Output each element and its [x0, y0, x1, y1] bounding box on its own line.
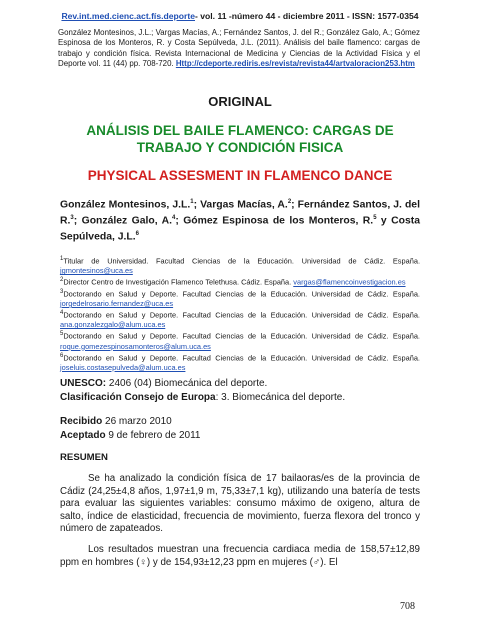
affiliation-item — [60, 276, 420, 287]
author-separator: ; — [193, 199, 201, 211]
affiliation-email-link[interactable]: jgmontesinos@uca.es — [60, 266, 133, 276]
author-superscript: 6 — [135, 230, 139, 237]
author-name: Vargas Macías, A. — [200, 199, 288, 211]
recibido-value: 26 marzo 2010 — [102, 416, 172, 427]
author-name: Costa Sepúlveda, J.L. — [60, 215, 420, 243]
aceptado-line — [60, 429, 420, 443]
author-name: González Galo, A. — [81, 215, 172, 227]
clasificacion-label: Clasificación Consejo de Europa — [60, 391, 216, 403]
affiliation-text: Doctorando en Salud y Deporte. Facultad Ciencias de la Educación. Universidad de Cádiz. España. — [63, 331, 420, 341]
author-name: González Montesinos, J.L. — [60, 199, 191, 211]
affiliation-number: 5 — [60, 331, 64, 338]
author-superscript: 2 — [287, 199, 292, 205]
citation-block — [58, 28, 420, 70]
affiliation-text: Director Centro de Investigación Flamenco Telethusa. Cádiz. España. — [63, 277, 294, 287]
affiliation-text: Doctorando en Salud y Deporte. Facultad Ciencias de la Educación. Universidad de Cádiz. España. — [63, 310, 420, 320]
journal-issue-info: - vol. 11 -número 44 - diciembre 2011 - ISSN: 1577-0354 — [195, 11, 419, 21]
classification-block — [60, 377, 420, 404]
affiliation-email-link[interactable]: roque.gomezespinosamonteros@alum.uca.es — [60, 341, 211, 351]
citation-text: González Montesinos, J.L.; Vargas Macías, A.; Fernández Santos, J. del R.; González Galo, A.; Gómez Espinosa de los Monteros, R. y Costa Sepúlveda, J.L. (2011). Análisis del baile flamenco: cargas de trabajo y condición física. Revista Internacional de Medicina y Ciencias de la Actividad Física y el Deporte vol. 11 (44) pp. 708-720. — [58, 28, 420, 69]
citation-url-link[interactable]: Http://cdeporte.rediris.es/revista/revista44/artvaloracion253.htm — [175, 59, 415, 69]
affiliation-number: 3 — [60, 288, 64, 295]
abstract-paragraph-1: Se ha analizado la condición física de 17 bailaoras/es de la provincia de Cádiz (24,25±4,8 años, 1,97±1,9 m, 75,33±7,1 kg), utilizando una batería de tests para evaluar las siguientes variables: consumo máximo de oxigeno, altura de salto, índice de elasticidad, frecuencia de movimiento, fuerza flexora del tronco y número de zapateados. — [60, 473, 420, 535]
affiliation-list — [60, 255, 420, 373]
author-name: Gómez Espinosa de los Monteros, R. — [183, 215, 374, 227]
affiliation-email-link[interactable]: jorgedelrosario.fernandez@uca.es — [60, 299, 174, 309]
title-english: PHYSICAL ASSESMENT IN FLAMENCO DANCE — [87, 168, 393, 183]
affiliation-item — [60, 352, 420, 373]
unesco-label: UNESCO: — [60, 378, 107, 389]
title-spanish: ANÁLISIS DEL BAILE FLAMENCO: CARGAS DE TRABAJO Y CONDICIÓN FISICA — [86, 123, 394, 155]
clasificacion-line — [60, 391, 420, 405]
affiliation-text: Titular de Universidad. Facultad Ciencias de la Educación. Universidad de Cádiz. España. — [63, 256, 420, 266]
section-label: ORIGINAL — [208, 94, 272, 109]
affiliation-number: 4 — [60, 309, 64, 316]
aceptado-value: 9 de febrero de 2011 — [105, 429, 201, 441]
clasificacion-value: : 3. Biomecánica del deporte. — [215, 391, 346, 403]
affiliation-item — [60, 309, 420, 330]
journal-link[interactable]: Rev.int.med.cienc.act.fís.deporte — [61, 11, 195, 21]
affiliation-item — [60, 330, 420, 351]
recibido-line — [60, 415, 420, 429]
author-separator: ; — [291, 199, 298, 211]
unesco-line — [60, 377, 420, 391]
affiliation-item — [60, 288, 420, 309]
author-separator: y — [376, 215, 392, 227]
affiliation-email-link[interactable]: ana.gonzalezgalo@alum.uca.es — [60, 320, 166, 330]
page-number: 708 — [400, 601, 415, 612]
author-list — [60, 196, 420, 244]
aceptado-label: Aceptado — [60, 429, 106, 441]
dates-block — [60, 415, 420, 442]
author-superscript: 3 — [70, 214, 74, 221]
author-separator: ; — [73, 215, 82, 227]
resumen-heading: RESUMEN — [60, 452, 108, 463]
author-superscript: 1 — [190, 199, 194, 205]
affiliation-email-link[interactable]: vargas@flamencoinvestigacion.es — [293, 277, 406, 287]
author-separator: ; — [175, 215, 184, 227]
author-superscript: 5 — [373, 214, 377, 221]
author-superscript: 4 — [172, 214, 176, 221]
affiliation-number: 1 — [60, 256, 64, 262]
affiliation-text: Doctorando en Salud y Deporte. Facultad Ciencias de la Educación. Universidad de Cádiz. España. — [63, 352, 420, 362]
affiliation-email-link[interactable]: joseluis.costasepulveda@alum.uca.es — [60, 362, 186, 372]
affiliation-number: 6 — [60, 352, 64, 359]
author-name: Fernández Santos, J. del R. — [60, 199, 420, 227]
affiliation-number: 2 — [60, 277, 64, 284]
unesco-value: 2406 (04) Biomecánica del deporte. — [106, 378, 268, 389]
affiliation-text: Doctorando en Salud y Deporte. Facultad Ciencias de la Educación. Universidad de Cádiz. España. — [63, 289, 420, 299]
recibido-label: Recibido — [60, 416, 103, 427]
journal-header — [0, 11, 480, 21]
affiliation-item — [60, 255, 420, 276]
abstract-paragraph-2: Los resultados muestran una frecuencia cardiaca media de 158,57±12,89 ppm en hombres (♀) y de 154,93±12,23 ppm en mujeres (♂). El — [60, 544, 420, 568]
